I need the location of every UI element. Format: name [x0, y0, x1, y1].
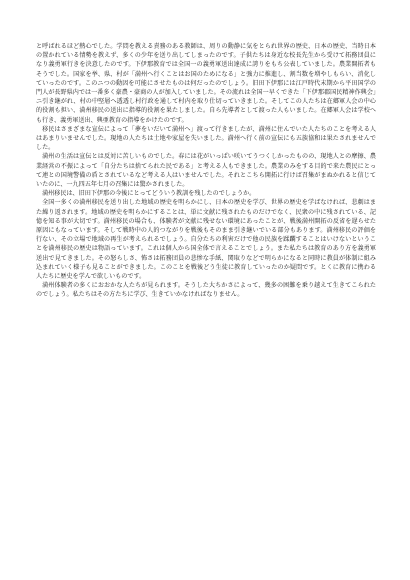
paragraph-2: 移民はさまざまな宣伝によって「夢をいだいて満州へ」渡って行きましたが、満州に住んでいた人たちのことを考える人はあまりいませんでした。現地の人たちは土地や家屋を失いました。満州へ行く前の宣伝にも五族協和は果たされませんでした。 — [36, 125, 376, 152]
paragraph-3: 満州の生活は宣伝とは反対に苦しいものでした。春には花がいっぱい咲いてうつくしかったものの、現地人との摩擦、農業経営の不振によって「自分たちは捨てられた民である」と考える人もできました。農業のみをする目的で来た農民にとって連との国境警備の盾とされているなど考える人はいませんでした。それとこちら開拓に行けば召集がまぬかれると信じていたのに、一九四五年七月の召集には驚かされました。 — [36, 153, 376, 189]
document-page — [36, 42, 376, 552]
paragraph-5: 全国一多くの満州移民を送り出した地域の歴史を明らかにし、日本の歴史を学び、世界の歴史を学ばなければ、悲劇はまた繰り返されます。地域の歴史を明らかにすることは、単に文献に残されたものだけでなく、民衆の中に残されている、記憶を知る事が大切です。満州移民の場合も、体験者が文献に残せない環境にあったことが、戦後満州開拓の反省を遅らせた原因にもなっています。そして戦時中の人的つながりを戦後もそのまま引き継いでいる部分もあります。満州移民の評価を行ない、その立場で地域の再生が考えられるでしょう。自分たちの利害だけで他の民族を蹂躙することはいけないということを満州移民の歴史は物語っています。これは個人から国全体で言えることでしょう。また私たちは教育のあり方を義勇軍送出で見てきました。その怒らしさ、怖さは拓務団員の悲惨な手紙、関取りなどで明らかになると同時に教員が体制に組み込まれていく様子も見ることができました。このことを戦後どう生徒に教育していったのか疑問です。とくに教育に携わる人たちに歴史を学んで欲しいものです。 — [36, 199, 376, 281]
paragraph-6: 満州体験者の多くにおおかな人たちが見られます。そうした大ちかさによって、幾多の困難を乗り越えて生きてこられたのでしょう。私たちはその方たちに学び、生きていかなければなりません。 — [36, 282, 376, 299]
paragraph-4: 満州移民は、旧田下伊那の今後にとってどういう教訓を残したのでしょうか。 — [42, 190, 256, 198]
paragraph-1: と呼ばれるほど熱心でした。学問を教える責務のある教師は、周りの動静に気をとられ世界の歴史、日本の歴史、当時日本の置かれている情勢を教えず、多くの少年を送り出してしまったのです。子供たちは身近な校長先生から受けて拓務団員になり義勇軍行きを決意したのです。下伊那教育では全国一の義勇軍送出達成に誇りをもち公表していました。農業開拓者もそうでした。国家を挙、県、村が「満州へ行くことはお国のためになる」と強力に推進し、割当数を増やしもらい、消化していったのです。このニつの動因を可能にさせたものは何だったのでしょう。旧田下伊那には江戸時代末期から平田国学の門人が長野県内では一番多く豪農・豪商の人が加入していました。その流れは全国一早くできた「下伊那郡国民精神作興会」ニ引き継がれ、村の中堅層へ透透し村行政を通して村内を取り仕切っていきました。そしてこの人たちは在郷軍人会の中心的役割も担い、満州移民の送出に指導的役割を果たしました。自ら先導者として渡った人もいました。在郷軍人会は学校へも行き、義勇軍送出、興亜教育の指導をかけたのです。 — [36, 43, 376, 124]
